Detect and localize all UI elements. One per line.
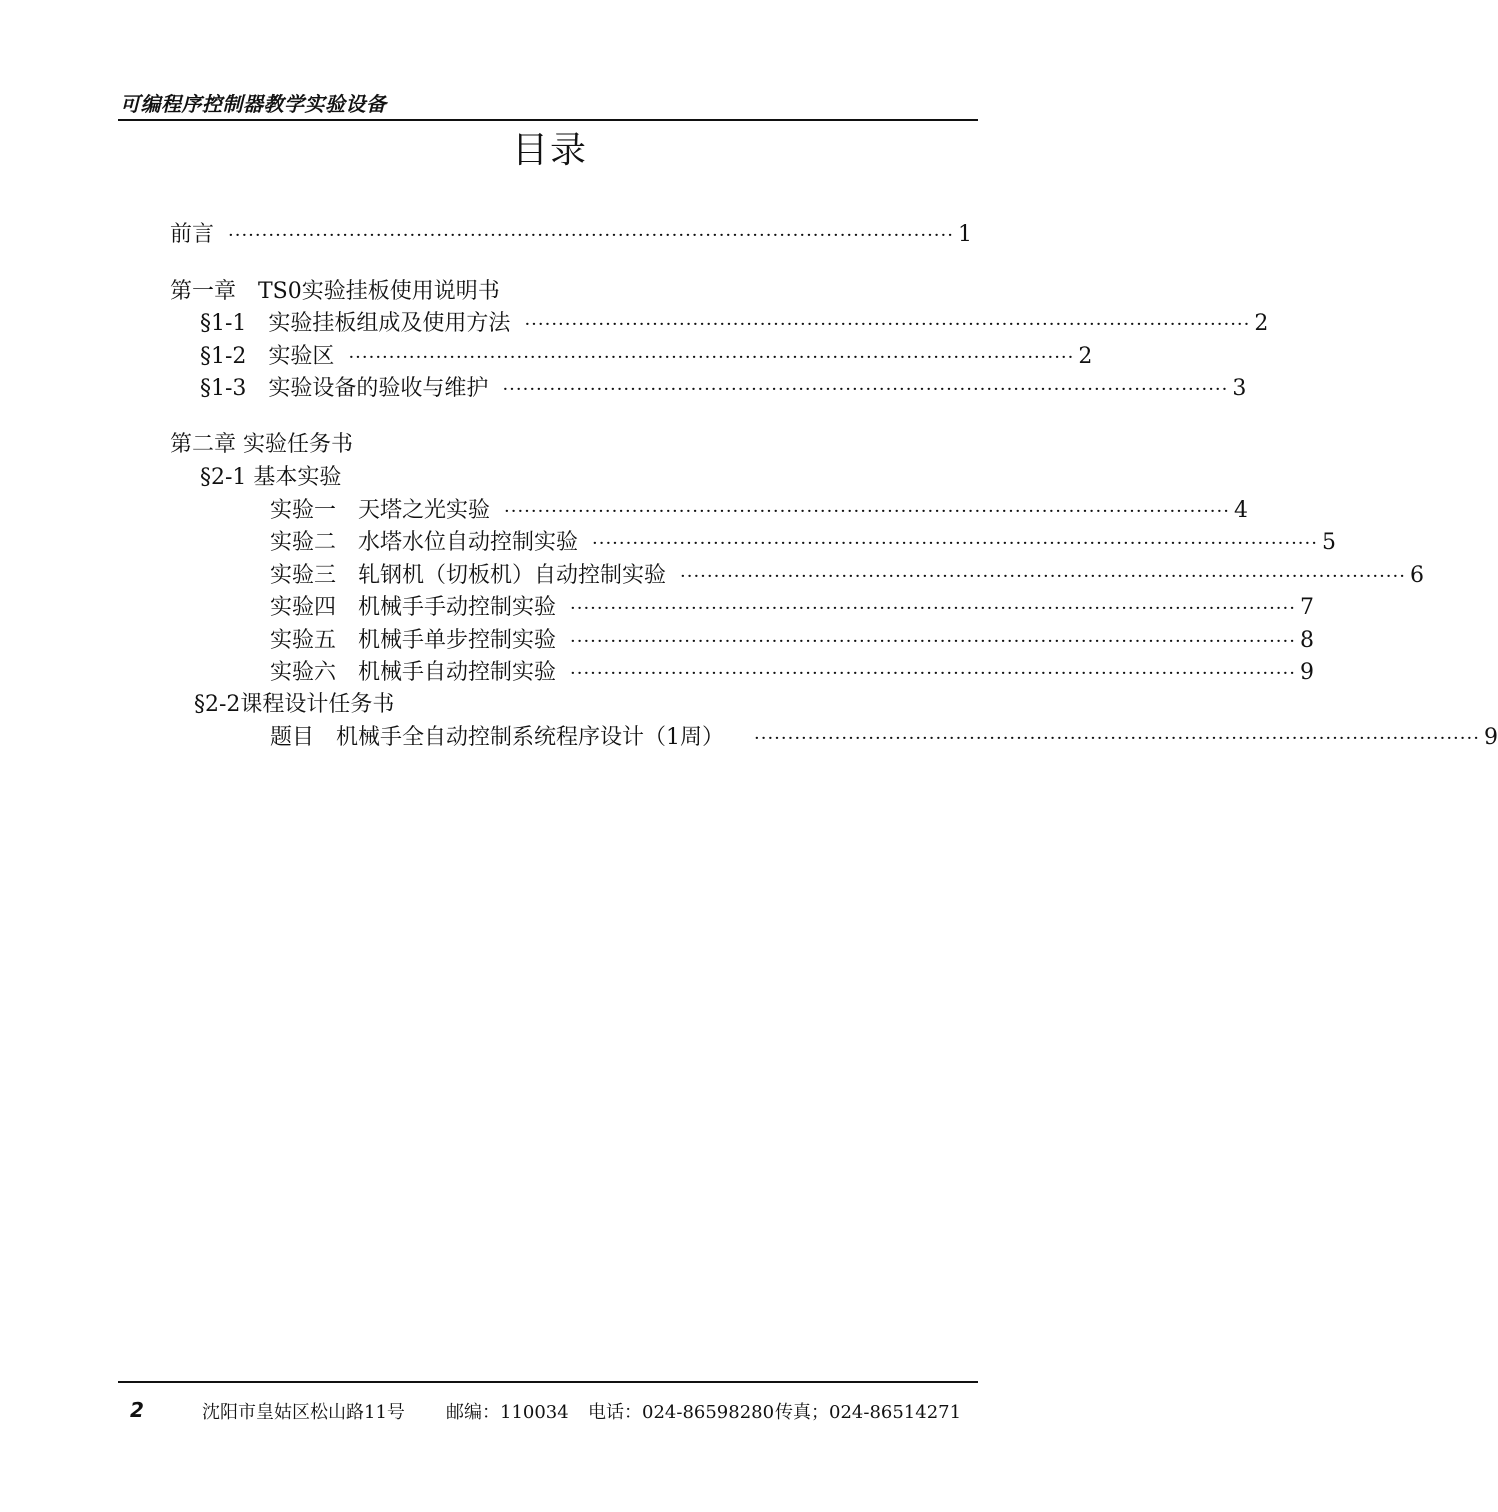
dot-leader: ············································································································ [754,728,1480,749]
toc-entry-section-1-3[interactable] [200,374,1247,405]
dot-leader: ············································································································ [502,379,1229,400]
toc-entry-label: 实验二 水塔水位自动控制实验 [270,530,579,555]
page-number: 2 [130,1398,144,1422]
toc-entry-section-2-2[interactable] [194,690,394,720]
toc-entry-label: 第二章 实验任务书 [170,432,353,457]
toc-entry-page: 6 [1409,563,1424,588]
toc-entry-label: §2-1 基本实验 [200,465,342,490]
toc-entry-page: 4 [1233,498,1248,523]
dot-leader: ············································································································ [680,566,1406,587]
dot-leader: ············································································································ [348,347,1075,368]
page-footer [0,1398,1123,1428]
toc-entry-page: 3 [1232,376,1247,401]
toc-entry-label: 实验四 机械手手动控制实验 [270,595,557,620]
header-rule [118,119,978,121]
dot-leader: ············································································································ [570,631,1296,652]
toc-entry-experiment-4[interactable] [270,593,1314,624]
toc-entry-label: 实验一 天塔之光实验 [270,498,491,523]
toc-entry-experiment-2[interactable] [270,528,1336,559]
toc-entry-course-design-topic[interactable] [270,723,1498,754]
toc-entry-page: 7 [1299,595,1314,620]
toc-entry-experiment-3[interactable] [270,561,1424,592]
toc-entry-preface[interactable] [170,220,972,251]
running-header-title: 可编程序控制器教学实验设备 [120,92,387,116]
toc-entry-page: 1 [957,222,972,247]
toc-entry-page: 2 [1078,344,1093,369]
toc-entry-label: 实验五 机械手单步控制实验 [270,628,557,653]
toc-entry-label: §1-2 实验区 [200,344,335,369]
toc-entry-label: 前言 [170,222,215,247]
toc-entry-section-2-1[interactable] [200,463,341,493]
toc-entry-page: 8 [1299,628,1314,653]
toc-entry-section-1-1[interactable] [200,309,1269,340]
dot-leader: ············································································································ [504,501,1230,522]
footer-postcode: 邮编：110034 [446,1402,569,1423]
dot-leader: ············································································································ [570,663,1296,684]
toc-entry-label: 实验三 轧钢机（切板机）自动控制实验 [270,563,667,588]
toc-entry-label: 题目 机械手全自动控制系统程序设计（1周） [270,725,724,750]
toc-entry-page: 5 [1321,530,1336,555]
toc-entry-label: 第一章 TS0实验挂板使用说明书 [170,279,500,304]
dot-leader: ············································································································ [592,533,1318,554]
toc-entry-page: 9 [1483,725,1498,750]
toc-entry-label: §2-2课程设计任务书 [194,692,395,717]
footer-rule [118,1381,978,1383]
toc-entry-chapter-1[interactable] [170,277,500,307]
toc-title: 目录 [511,130,588,171]
toc-entry-label: §1-3 实验设备的验收与维护 [200,376,489,401]
toc-entry-section-1-2[interactable] [200,342,1093,373]
toc-entry-experiment-1[interactable] [270,496,1248,527]
toc-entry-experiment-5[interactable] [270,626,1314,657]
toc-entry-experiment-6[interactable] [270,658,1314,689]
dot-leader: ············································································································ [524,314,1251,335]
toc-entry-label: 实验六 机械手自动控制实验 [270,660,557,685]
toc-entry-page: 9 [1299,660,1314,685]
toc-entry-page: 2 [1254,311,1269,336]
footer-phone: 电话：024-86598280 [588,1402,775,1423]
dot-leader: ············································································································ [570,598,1296,619]
footer-address: 沈阳市皇姑区松山路11号 [202,1402,405,1423]
footer-fax: 传真；024-86514271 [775,1402,962,1423]
toc-entry-chapter-2[interactable] [170,430,353,460]
dot-leader: ············································································································ [228,225,954,246]
toc-entry-label: §1-1 实验挂板组成及使用方法 [200,311,511,336]
